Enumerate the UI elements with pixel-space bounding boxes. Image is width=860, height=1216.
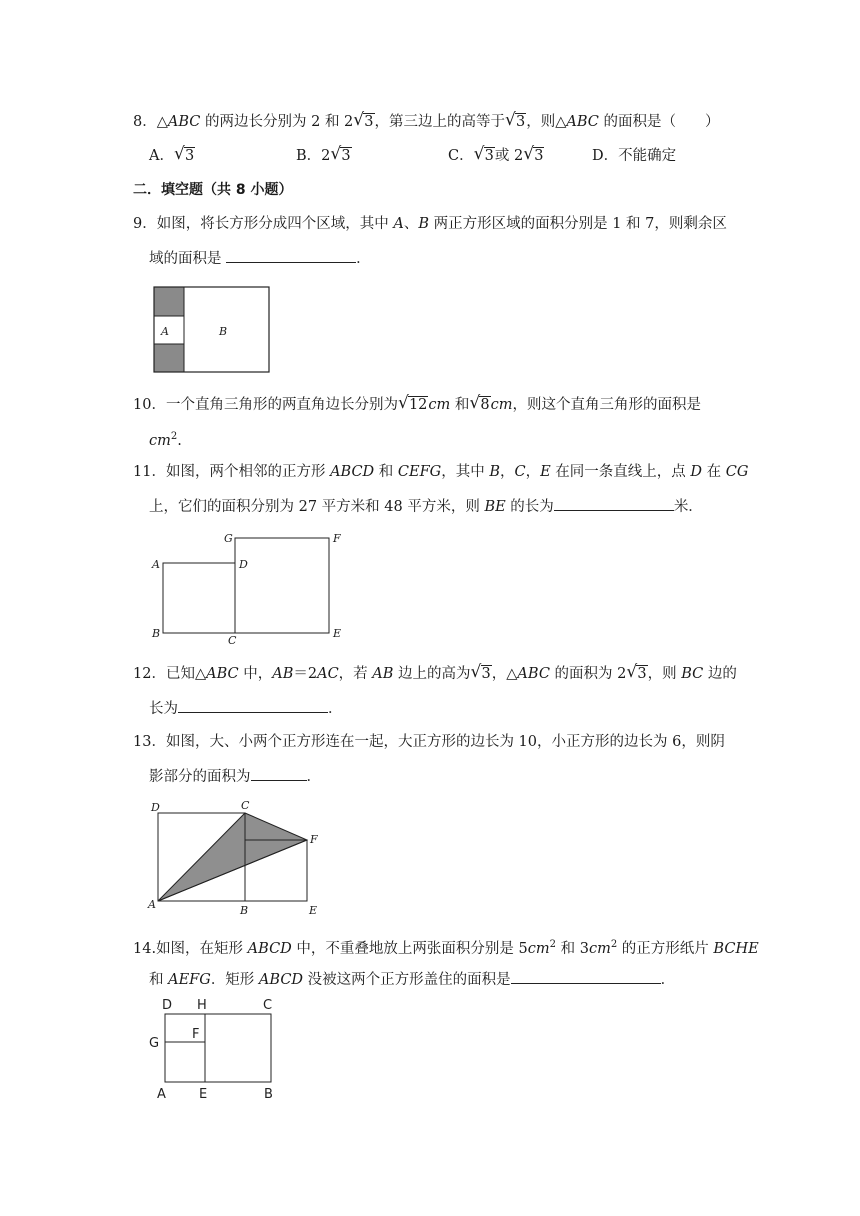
q8-option-c[interactable]: C． √ 3或 2 √ 3 [448,144,544,164]
q10-line2: $cm^2$. [149,431,182,449]
q14-line1: 14.如图，在矩形 ABCD 中，不重叠地放上两张面积分别是 $5cm^2$ 和 $3cm^2$ 的正方形纸片 BCHE [133,939,759,957]
q14-square-aefg [165,1042,205,1082]
q8-option-a[interactable]: A． √ 3 [149,144,195,164]
q9-label-a: A [161,325,169,338]
q9-answer-blank[interactable] [226,248,356,263]
svg-text:G: G [149,1036,160,1051]
q11-number: 11． [133,464,166,480]
q12-line2: 长为 ． [149,698,343,719]
q13-line1: 13．如图，大、小两个正方形连在一起，大正方形的边长为 10，小正方形的边长为 6，则阴 [133,734,725,750]
svg-text:C: C [241,799,250,812]
svg-text:F: F [310,833,318,846]
svg-text:D: D [239,558,248,571]
q13-answer-blank[interactable] [251,766,307,781]
svg-text:E: E [309,904,318,917]
q14-figure [145,994,285,1104]
q13-line2: 影部分的面积为 ． [149,766,321,787]
q11-answer-blank[interactable] [554,496,674,511]
sqrt-8: √ 8 [469,393,490,413]
q9-label-b: B [219,325,228,338]
sqrt-3: √ 3 [353,110,374,130]
q12-line1: 12．已知△ABC 中，AB＝2AC，若 AB 边上的高为 √ 3，△ABC 的面积为 2 √ 3，则 BC 边的 [133,662,737,682]
svg-text:G: G [224,532,233,545]
q14-line2: 和 AEFG．矩形 ABCD 没被这两个正方形盖住的面积是 ． [149,969,675,990]
q14-number: 14. [133,940,157,957]
q11-square-abcd [163,563,235,633]
svg-text:D: D [151,801,160,814]
svg-text:B: B [152,627,161,640]
q13-number: 13． [133,734,166,750]
sqrt-12: √ 12 [397,393,428,413]
svg-text:A: A [148,898,156,911]
sqrt-3: √ 3 [470,662,491,682]
q11-square-cefg [235,538,329,633]
q13-shaded-region [158,813,307,901]
q12-answer-blank[interactable] [178,698,328,713]
sqrt-3: √ 3 [523,144,544,164]
svg-text:H: H [197,998,207,1013]
q8-option-b[interactable]: B．2 √ 3 [296,144,351,164]
q9-shaded-top [154,287,184,316]
q9-line1: 9．如图，将长方形分成四个区域，其中 A、B 两正方形区域的面积分别是 1 和 7，则剩余区 [133,216,727,232]
q14-answer-blank[interactable] [511,969,661,984]
q13-figure [145,798,330,918]
sqrt-3: √ 3 [473,144,494,164]
svg-text:E: E [199,1087,208,1102]
sqrt-3: √ 3 [330,144,351,164]
q11-line2: 上，它们的面积分别为 27 平方米和 48 平方米，则 BE 的长为 米． [149,496,703,517]
q9-square-a [154,316,184,344]
q8-line1: 8．△ABC 的两边长分别为 2 和 2 √ 3，第三边上的高等于 √ 3，则△ABC 的面积是（ ） [133,110,720,130]
svg-text:B: B [240,904,249,917]
svg-text:C: C [228,634,237,647]
q9-line2: 域的面积是 ． [149,248,371,269]
q14-rect-abcd [165,1014,271,1082]
svg-text:E: E [333,627,342,640]
svg-text:A: A [157,1087,166,1102]
svg-text:A: A [152,558,160,571]
q9-figure [150,284,274,376]
section-title: 二．填空题（共 8 小题） [133,182,293,198]
sqrt-3: √ 3 [626,662,647,682]
sqrt-3: √ 3 [505,110,526,130]
q10-line1: 10．一个直角三角形的两直角边长分别为 √ 12cm 和 √ 8cm，则这个直角三角形的面积是 [133,393,701,413]
q8-number: 8． [133,114,157,130]
svg-text:D: D [162,998,173,1013]
svg-text:B: B [264,1087,273,1102]
q10-number: 10． [133,397,166,413]
sqrt-3: √ 3 [173,144,195,164]
q12-number: 12． [133,666,166,682]
svg-text:C: C [263,998,273,1013]
q14-square-bche [205,1014,271,1082]
q9-shaded-bottom [154,344,184,372]
svg-text:F: F [192,1027,200,1042]
q8-option-d[interactable]: D．不能确定 [592,148,677,164]
q11-figure [148,530,348,648]
q9-number: 9． [133,216,157,232]
svg-text:F: F [333,532,341,545]
q11-line1: 11．如图，两个相邻的正方形 ABCD 和 CEFG，其中 B，C，E 在同一条直线上，点 D 在 CG [133,464,749,480]
